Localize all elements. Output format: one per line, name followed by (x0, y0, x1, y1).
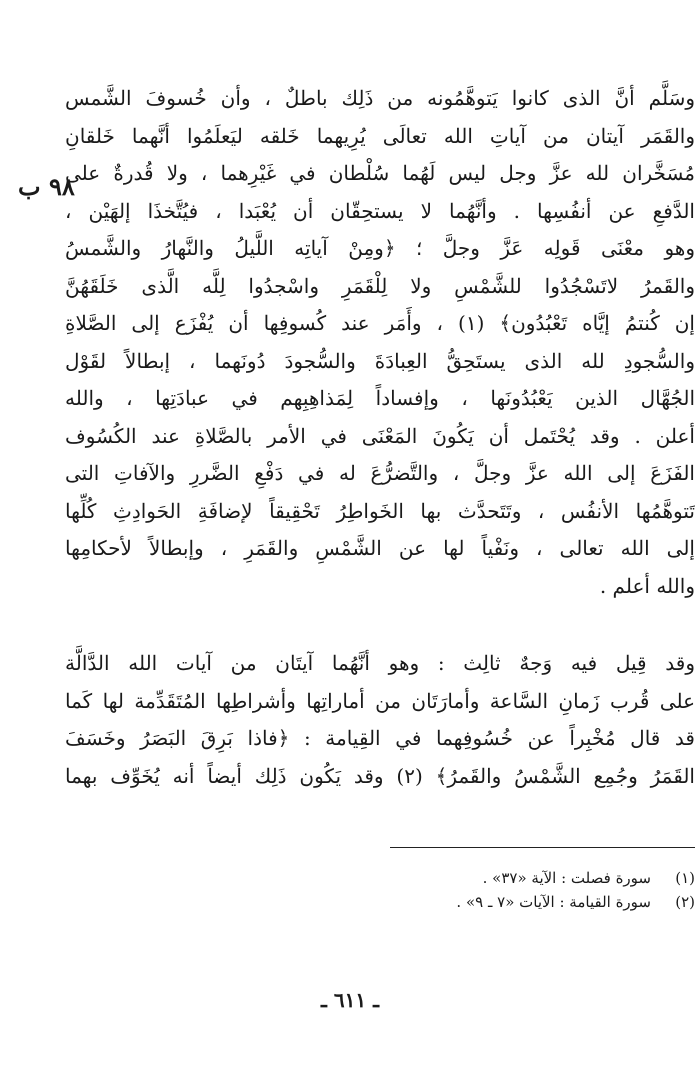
footnote-item (65, 866, 695, 890)
text-line: والله أعلم . (599, 573, 695, 598)
paragraph-1 (65, 80, 695, 605)
text-line: الدَّفعِ عن أنفُسِها . وأنَّهُما لا يستحِقّان أن يُعْبَدا ، فيُتَّخذَا إلهَيْن ، (65, 198, 695, 223)
margin-folio-reference: ٩٨ ب (18, 172, 75, 201)
footnote-item (65, 890, 695, 914)
footnote-number: (١) (675, 869, 695, 887)
text-line: والقَمرُ لاتَسْجُدُوا للشَّمْسِ ولا لِلْقَمَرِ واسْجدُوا لِلَّه الَّذى خَلَقَهُنَّ (65, 273, 695, 298)
footnotes (65, 866, 695, 914)
text-line: على قُرب زَمانِ السَّاعة وأمارَتَان من أماراتِها وأشراطِها المُتَقَدِّمة لها كَما (65, 688, 695, 713)
text-line: إن كُنتمُ إيَّاه تَعْبُدُون﴾ (١) ، وأَمَر عند كُسوفِها أن يُفْزَع إلى الصَّلاةِ (65, 311, 695, 335)
text-line: وسَلَّم أنَّ الذى كانوا يَتوهَّمُونه من ذَلِك باطلٌ ، وأن خُسوفَ الشَّمس (65, 86, 695, 110)
footnote-text: سورة القيامة : الآيات «٧ ـ ٩» . (456, 893, 651, 911)
paragraph-2 (65, 645, 695, 795)
text-line: أعلن . وقد يُحْتَمل أن يَكُونَ المَعْنَى في الأمر بالصَّلاةِ عند الكُسُوف (65, 423, 695, 448)
footnote-divider (390, 847, 695, 848)
text-line: الجُهَّال الذين يَعْبُدُونَها ، وإفساداً لِمَذاهِبِهم في عبادَتِها ، والله (65, 386, 695, 410)
text-line: وقد قِيل فيه وَجهٌ ثالِث : وهو أنَّهُما آيتَان من آيات الله الدَّالَّة (65, 651, 695, 675)
text-line: إلى الله تعالى ، ونَفْياً لها عن الشَّمْسِ والقَمَرِ ، وإبطالاً لأحكامِها (65, 536, 695, 560)
text-line: تَتوهَّمُها الأنفُس ، وتَتَحدَّث بها الخَواطِرُ تَحْقِيقاً لإضافَةِ الحَوادِثِ كُلِّها (65, 498, 695, 523)
text-line: والسُّجودِ لله الذى يستَحِقُّ العِبادَةَ والسُّجودَ دُونَهما ، إبطالاً لقَوْل (65, 348, 695, 373)
text-line: وهو معْنَى قَولِه عَزَّ وجلَّ ؛ ﴿ومِنْ آياتِه اللَّيلُ والنَّهارُ والشَّمسُ (65, 236, 695, 260)
text-line: القَمَرُ وجُمِع الشَّمْسُ والقَمرُ﴾ (٢) وقد يَكُون ذَلِك أيضاً أنه يُخَوِّف بهما (65, 763, 695, 788)
page-number: ـ ٦١١ ـ (321, 988, 379, 1012)
footnote-text: سورة فصلت : الآية «٣٧» . (482, 869, 651, 887)
text-line: قد قال مُخْبِراً عن خُسُوفِهما في القِيامة : ﴿فاذا بَرِقَ البَصَرُ وخَسَفَ (65, 726, 695, 750)
footnote-number: (٢) (675, 893, 695, 911)
text-line: الفَزَعَ إلى الله عزَّ وجلَّ ، والتَّضرُّعَ له في دَفْعِ الضَّررِ والآفاتِ التى (65, 461, 695, 485)
text-line: مُسَخَّران لله عزَّ وجل ليس لَهُما سُلْطان في غَيْرِهما ، ولا قُدرةٌ على (65, 161, 695, 185)
text-line: والقَمَر آيتان من آياتِ الله تعالَى يُرِيهما خَلقه ليَعلَمُوا أنَّهما خَلقانِ (65, 123, 695, 148)
